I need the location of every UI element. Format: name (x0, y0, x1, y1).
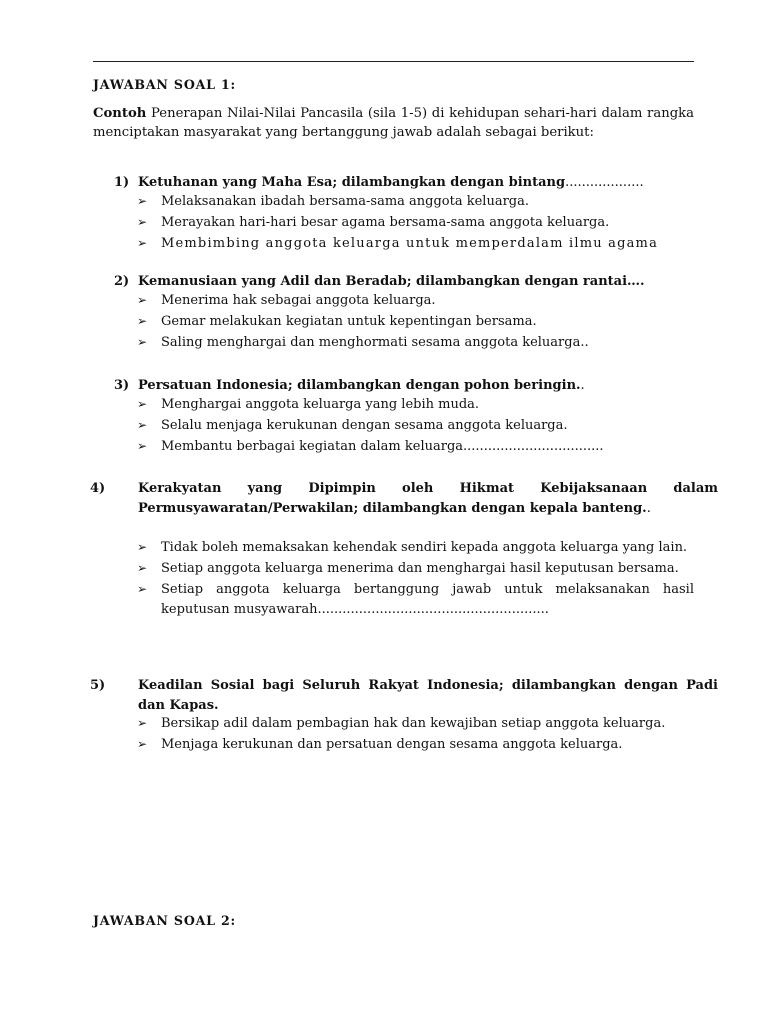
point-text: Melaksanakan ibadah bersama-sama anggota keluarga. (161, 194, 529, 209)
item-4-number: 4) (90, 481, 106, 496)
item-3-points (137, 395, 694, 458)
point-text: Tidak boleh memaksakan kehendak sendiri kepada anggota keluarga yang lain. (161, 540, 688, 555)
item-5-number: 5) (90, 678, 106, 693)
arrow-bullet-icon: ➢ (137, 561, 148, 575)
list-item (137, 395, 694, 415)
item-3-title-text: Persatuan Indonesia; dilambangkan dengan pohon beringin. (138, 378, 581, 393)
item-5-title (90, 676, 718, 715)
arrow-bullet-icon: ➢ (137, 540, 148, 554)
item-2-title-text: Kemanusiaan yang Adil dan Beradab; dilambangkan dengan rantai…. (138, 274, 645, 289)
arrow-bullet-icon: ➢ (137, 215, 148, 229)
list-item (137, 714, 694, 734)
item-5-title-text: Keadilan Sosial bagi Seluruh Rakyat Indonesia; dilambangkan dengan Padi dan Kapas. (138, 678, 718, 713)
intro-bold: Contoh (93, 106, 147, 121)
heading-jawaban-soal-2: JAWABAN SOAL 2: (93, 913, 237, 928)
list-item (137, 291, 694, 311)
item-4-points (137, 538, 694, 621)
list-item (137, 735, 694, 755)
arrow-bullet-icon: ➢ (137, 335, 148, 349)
item-1-points (137, 192, 694, 255)
list-item (137, 312, 694, 332)
list-item (137, 333, 694, 353)
item-2-points (137, 291, 694, 354)
item-1-trail: ................... (565, 175, 644, 190)
arrow-bullet-icon: ➢ (137, 737, 148, 751)
list-item (137, 580, 694, 619)
intro-paragraph (93, 104, 694, 142)
arrow-bullet-icon: ➢ (137, 418, 148, 432)
list-item (137, 416, 694, 436)
arrow-bullet-icon: ➢ (137, 582, 148, 596)
point-text: Menerima hak sebagai anggota keluarga. (161, 293, 436, 308)
item-4-title (90, 479, 718, 518)
item-2-number: 2) (114, 274, 130, 289)
item-1-title-text: Ketuhanan yang Maha Esa; dilambangkan dengan bintang (138, 175, 566, 190)
arrow-bullet-icon: ➢ (137, 314, 148, 328)
item-2-title (114, 272, 694, 292)
item-3-trail: . (580, 378, 585, 393)
arrow-bullet-icon: ➢ (137, 293, 148, 307)
point-text: Merayakan hari-hari besar agama bersama-sama anggota keluarga. (161, 215, 610, 230)
arrow-bullet-icon: ➢ (137, 716, 148, 730)
point-text: Selalu menjaga kerukunan dengan sesama anggota keluarga. (161, 418, 568, 433)
arrow-bullet-icon: ➢ (137, 397, 148, 411)
item-1-number: 1) (114, 175, 130, 190)
item-3-number: 3) (114, 378, 130, 393)
point-text: Membantu berbagai kegiatan dalam keluarga.................................. (161, 439, 604, 454)
list-item (137, 213, 694, 233)
point-text: Gemar melakukan kegiatan untuk kepentingan bersama. (161, 314, 537, 329)
arrow-bullet-icon: ➢ (137, 439, 148, 453)
item-1-title (114, 173, 694, 193)
point-text: Setiap anggota keluarga bertanggung jawab untuk melaksanakan hasil keputusan musyawarah........................................................ (161, 582, 694, 617)
arrow-bullet-icon: ➢ (137, 236, 148, 250)
list-item (137, 234, 694, 254)
point-text: Saling menghargai dan menghormati sesama anggota keluarga.. (161, 335, 589, 350)
point-text: Bersikap adil dalam pembagian hak dan kewajiban setiap anggota keluarga. (161, 716, 666, 731)
list-item (137, 538, 694, 558)
point-text: Membimbing anggota keluarga untuk memperdalam ilmu agama (161, 236, 659, 251)
item-3-title (114, 376, 694, 396)
list-item (137, 437, 694, 457)
top-rule (93, 61, 694, 62)
list-item (137, 559, 694, 579)
item-4-title-text: Kerakyatan yang Dipimpin oleh Hikmat Kebijaksanaan dalam Permusyawaratan/Perwakilan; dilambangkan dengan kepala banteng. (138, 481, 718, 516)
point-text: Setiap anggota keluarga menerima dan menghargai hasil keputusan bersama. (161, 561, 679, 576)
list-item (137, 192, 694, 212)
item-5-points (137, 714, 694, 756)
arrow-bullet-icon: ➢ (137, 194, 148, 208)
point-text: Menjaga kerukunan dan persatuan dengan sesama anggota keluarga. (161, 737, 623, 752)
point-text: Menghargai anggota keluarga yang lebih muda. (161, 397, 480, 412)
heading-jawaban-soal-1: JAWABAN SOAL 1: (93, 77, 237, 92)
item-4-trail: . (646, 500, 651, 516)
intro-text: Penerapan Nilai-Nilai Pancasila (sila 1-5) di kehidupan sehari-hari dalam rangka menciptakan masyarakat yang bertanggung jawab adalah sebagai berikut: (93, 106, 694, 140)
